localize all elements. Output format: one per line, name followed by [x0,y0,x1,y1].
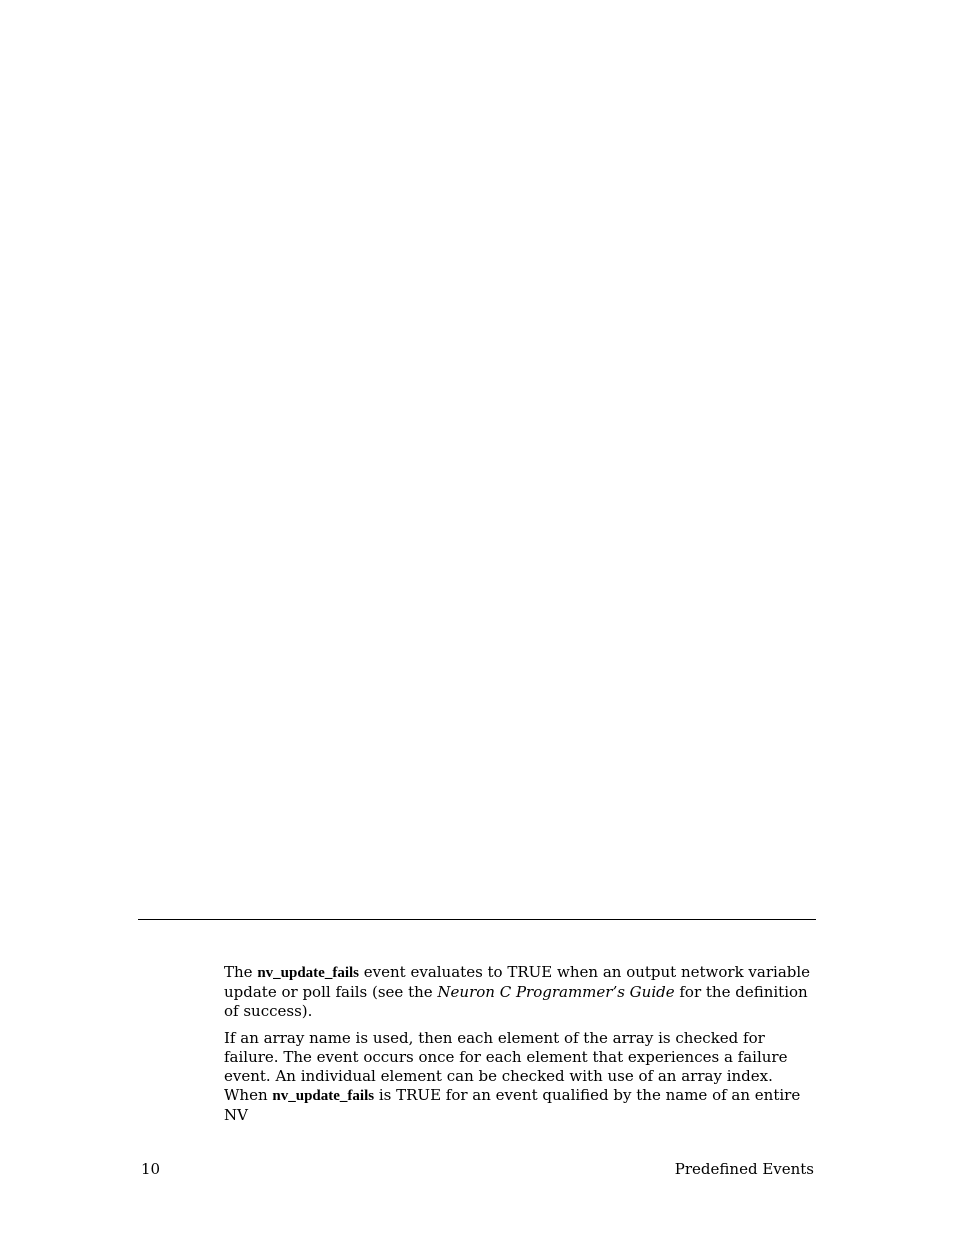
code-keyword: nv_update_fails [257,965,360,981]
code-keyword: nv_update_fails [272,1088,375,1104]
paragraph-nv-update-fails-definition [224,963,816,1021]
footer-section-title: Predefined Events [674,1160,814,1178]
text-run: is TRUE for an event qualified by the name of an entire NV [224,1086,801,1124]
paragraph-array-behavior [224,1029,816,1125]
page-number: 10 [141,1160,161,1178]
text-run: If an array name is used, then each element of the array is checked for failure. The event occurs once for each element that experiences a failure event. An individual element can be checked with use of an array index. When [224,1029,788,1104]
body-text [224,963,816,1133]
section-divider [138,919,816,920]
book-title: Neuron C Programmer’s Guide [437,983,675,1001]
text-run: for the definition of success). [224,983,808,1020]
text-run: event evaluates to TRUE when an output network variable update or poll fails (see the [224,963,811,1001]
text-run: The [224,963,258,981]
